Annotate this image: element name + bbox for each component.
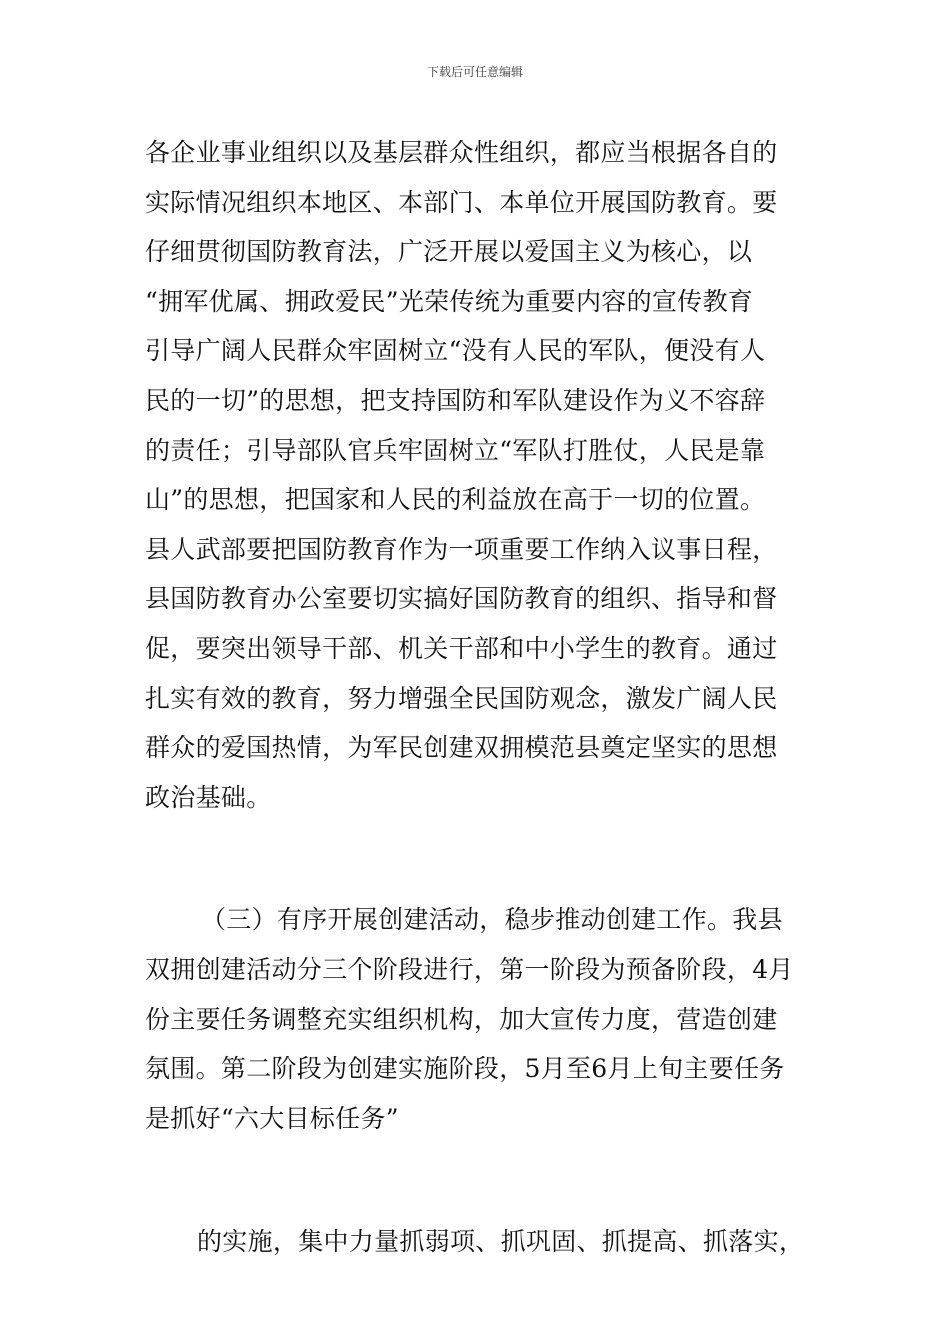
text-line: “拥军优属、拥政爱民”光荣传统为重要内容的宣传教育 xyxy=(145,286,754,316)
text-line: 山”的思想，把国家和人民的利益放在高于一切的位置。 xyxy=(145,485,766,515)
text-line: 实际情况组织本地区、本部门、本单位开展国防教育。要 xyxy=(145,187,778,217)
text-line: 县国防教育办公室要切实搞好国防教育的组织、指导和督 xyxy=(145,584,778,614)
paragraph-2 xyxy=(145,895,815,1143)
text-line: 的责任；引导部队官兵牢固树立“军队打胜仗，人民是靠 xyxy=(145,435,766,465)
text-line: 各企业事业组织以及基层群众性组织，都应当根据各自的 xyxy=(145,138,778,167)
text-line: （三）有序开展创建活动，稳步推动创建工作。我县 xyxy=(201,905,783,935)
text-line: 的实施，集中力量抓弱项、抓巩固、抓提高、抓落实， xyxy=(197,1227,805,1257)
text-line: 扎实有效的教育，努力增强全民国防观念，激发广阔人民 xyxy=(145,683,778,713)
text-line: 政治基础。 xyxy=(145,782,272,812)
paragraph-spacer xyxy=(145,822,815,895)
text-line: 仔细贯彻国防教育法，广泛开展以爱国主义为核心，以 xyxy=(145,237,753,267)
text-line: 引导广阔人民群众牢固树立“没有人民的军队，便没有人 xyxy=(145,336,766,366)
paragraph-spacer xyxy=(145,1143,815,1217)
text-line: 县人武部要把国防教育作为一项重要工作纳入议事日程， xyxy=(145,534,778,564)
paragraph-3 xyxy=(145,1217,815,1267)
paragraph-1 xyxy=(145,128,815,822)
page-header-note: 下载后可任意编辑 xyxy=(426,65,523,79)
text-line: 双拥创建活动分三个阶段进行，第一阶段为预备阶段，4月 xyxy=(145,954,794,984)
text-line: 是抓好“六大目标任务” xyxy=(145,1103,399,1133)
text-line: 氛围。第二阶段为创建实施阶段，5月至6月上旬主要任务 xyxy=(145,1054,785,1084)
document-body xyxy=(145,128,815,1267)
text-line: 份主要任务调整充实组织机构，加大宣传力度，营造创建 xyxy=(145,1004,778,1034)
text-line: 群众的爱国热情，为军民创建双拥模范县奠定坚实的思想 xyxy=(145,733,778,763)
text-line: 促，要突出领导干部、机关干部和中小学生的教育。通过 xyxy=(145,633,778,663)
text-line: 民的一切”的思想，把支持国防和军队建设作为义不容辞 xyxy=(145,385,766,415)
